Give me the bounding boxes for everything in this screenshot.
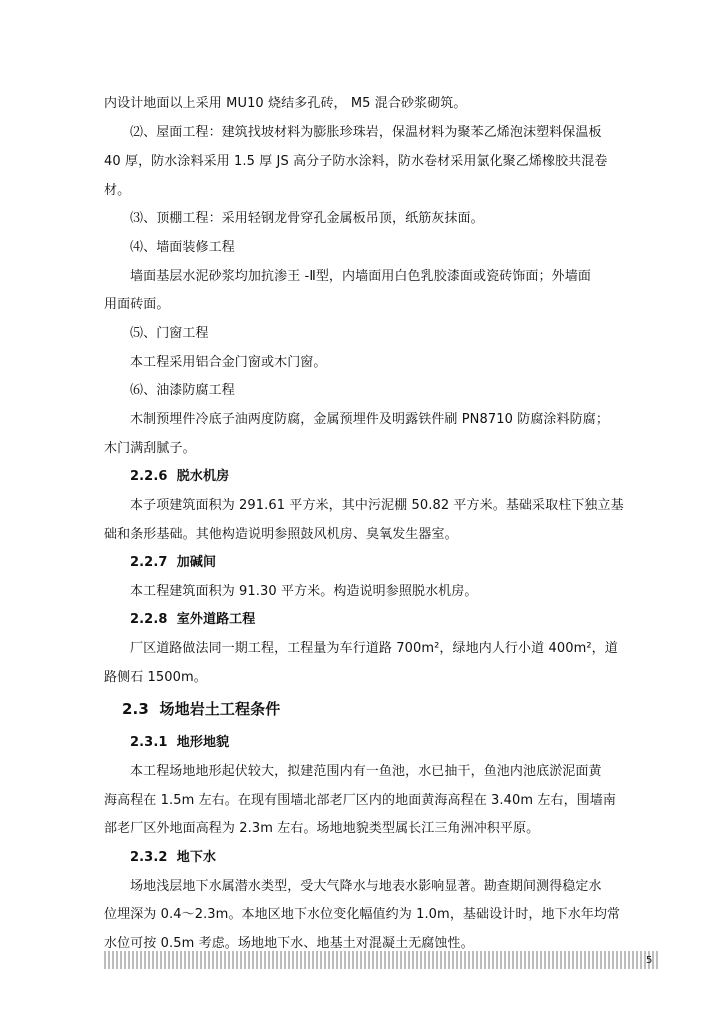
body-text-line: 本工程建筑面积为 91.30 平方米。构造说明参照脱水机房。 [130,584,478,599]
body-text-line: 本工程采用铝合金门窗或木门窗。 [130,355,327,370]
body-text-line: 场地浅层地下水属潜水类型，受大气降水与地表水影响显著。勘查期间测得稳定水 [130,879,602,894]
body-text-line: 木制预埋件冷底子油两度防腐，金属预埋件及明露铁件刷 PN8710 防腐涂料防腐； [130,412,609,427]
body-text-line: 本子项建筑面积为 291.61 平方米，其中污泥棚 50.82 平方米。基础采取柱下独立基 [130,498,624,513]
subsection-heading-2-2-7: 2.2.7 加碱间 [130,555,217,570]
body-text-line: 路侧石 1500m。 [104,670,207,685]
item-paint-heading: ⑹、油漆防腐工程 [130,383,235,398]
page-number: 5 [646,955,653,966]
body-text-line: 海高程在 1.5m 左右。在现有围墙北部老厂区内的地面黄海高程在 3.40m 左右，围墙南 [104,793,616,808]
item-roof-heading: ⑵、屋面工程：建筑找坡材料为膨胀珍珠岩，保温材料为聚苯乙烯泡沫塑料保温板 [130,125,602,140]
body-text-line: 40 厚，防水涂料采用 1.5 厚 JS 高分子防水涂料，防水卷材采用氯化聚乙烯橡胶共混卷 [104,154,608,169]
item-ceiling-heading: ⑶、顶棚工程：采用轻钢龙骨穿孔金属板吊顶，纸筋灰抹面。 [130,211,484,226]
body-text-line: 厂区道路做法同一期工程，工程量为车行道路 700m²，绿地内人行小道 400m²，道 [130,641,618,656]
body-text-line: 用面砖面。 [104,297,170,312]
body-text-line: 水位可按 0.5m 考虑。场地地下水、地基土对混凝土无腐蚀性。 [104,936,474,951]
subsection-heading-2-3-2: 2.3.2 地下水 [130,850,217,865]
subsection-heading-2-2-8: 2.2.8 室外道路工程 [130,612,256,627]
body-text-line: 本工程场地地形起伏较大，拟建范围内有一鱼池，水已抽干，鱼池内池底淤泥面黄 [130,764,602,779]
body-text-line: 内设计地面以上采用 MU10 烧结多孔砖， M5 混合砂浆砌筑。 [104,96,467,111]
section-heading-2-3: 2.3 场地岩土工程条件 [122,700,281,718]
subsection-heading-2-3-1: 2.3.1 地形地貌 [130,735,230,750]
item-wall-heading: ⑷、墙面装修工程 [130,240,235,255]
body-text-line: 位埋深为 0.4～2.3m。本地区地下水位变化幅值约为 1.0m，基础设计时，地下水年均常 [104,907,621,922]
body-text-line: 础和条形基础。其他构造说明参照鼓风机房、臭氧发生器室。 [104,527,458,542]
body-text-line: 木门满刮腻子。 [104,441,196,456]
body-text-line: 材。 [104,183,131,198]
body-text-line: 部老厂区外地面高程为 2.3m 左右。场地地貌类型属长江三角洲冲积平原。 [104,821,540,836]
item-doors-heading: ⑸、门窗工程 [130,326,209,341]
footer-divider [104,951,658,969]
subsection-heading-2-2-6: 2.2.6 脱水机房 [130,469,230,484]
body-text-line: 墙面基层水泥砂浆均加抗渗王 -Ⅱ型，内墙面用白色乳胶漆面或瓷砖饰面；外墙面 [130,269,591,284]
